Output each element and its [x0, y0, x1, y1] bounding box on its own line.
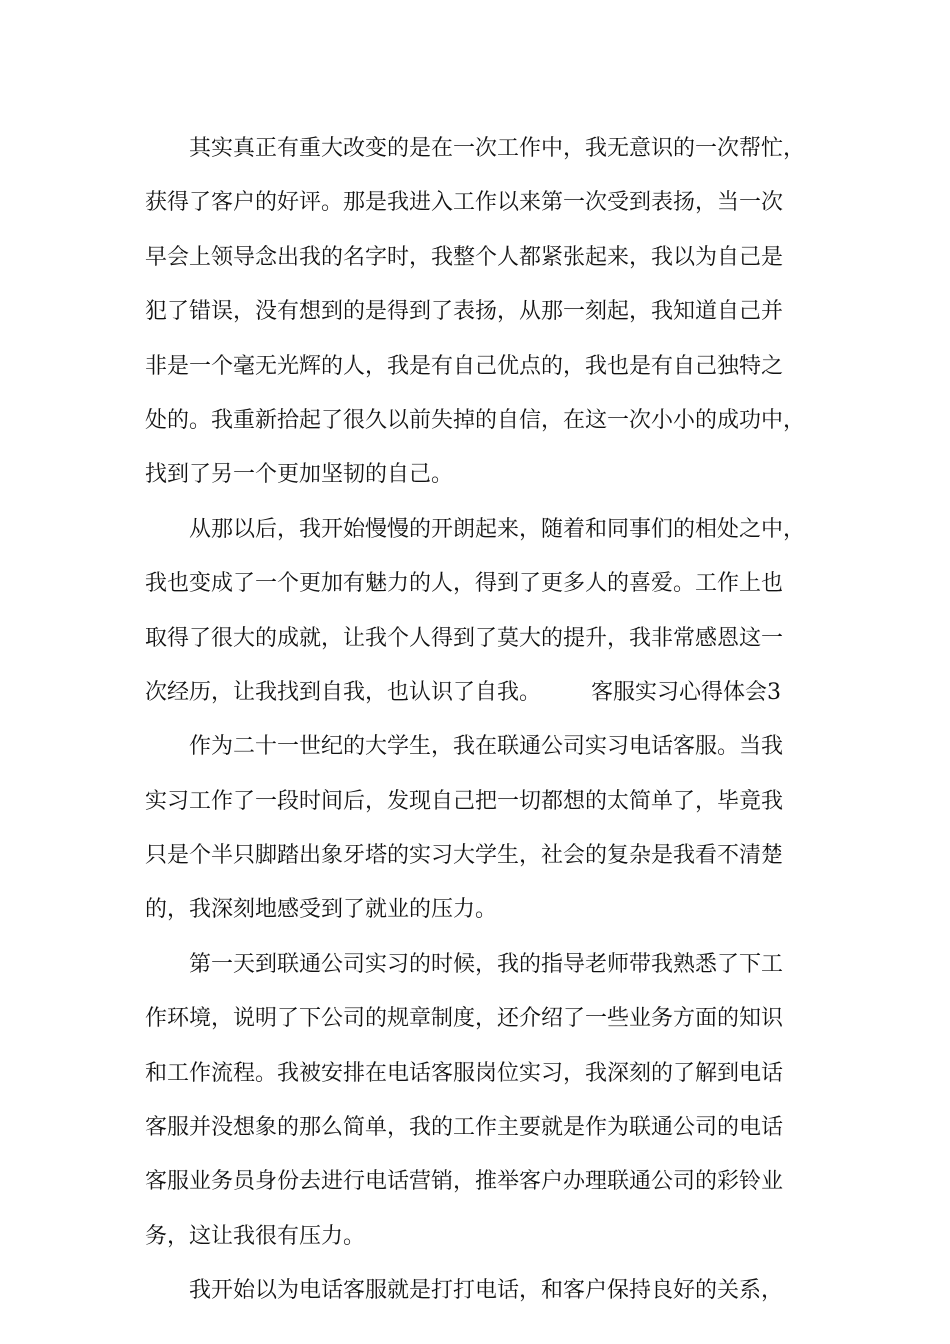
- text-line: 第一天到联通公司实习的时候，我的指导老师带我熟悉了下工: [189, 951, 784, 977]
- text-line: 非是一个毫无光辉的人，我是有自己优点的，我也是有自己独特之: [145, 353, 784, 379]
- body-text: [145, 129, 825, 1326]
- text-line: 我也变成了一个更加有魅力的人，得到了更多人的喜爱。工作上也: [145, 571, 784, 597]
- inline-section-heading: 客服实习心得体会3: [591, 679, 782, 705]
- text-line: 客服业务员身份去进行电话营销，推举客户办理联通公司的彩铃业: [145, 1169, 784, 1195]
- text-line: 实习工作了一段时间后，发现自己把一切都想的太简单了，毕竟我: [145, 788, 784, 814]
- text-line: 作为二十一世纪的大学生，我在联通公司实习电话客服。当我: [189, 734, 784, 760]
- text-line: 找到了另一个更加坚韧的自己。: [145, 462, 454, 488]
- text-line: 的，我深刻地感受到了就业的压力。: [145, 897, 498, 923]
- text-line: 获得了客户的好评。那是我进入工作以来第一次受到表扬，当一次: [145, 190, 784, 216]
- text-line: 我开始以为电话客服就是打打电话，和客户保持良好的关系，: [189, 1278, 784, 1304]
- text-line-with-heading: [145, 673, 825, 727]
- text-line: 作环境，说明了下公司的规章制度，还介绍了一些业务方面的知识: [145, 1006, 784, 1032]
- text-line: 次经历，让我找到自我，也认识了自我。: [145, 679, 542, 705]
- text-line: 和工作流程。我被安排在电话客服岗位实习，我深刻的了解到电话: [145, 1060, 784, 1086]
- text-line: 客服并没想象的那么简单，我的工作主要就是作为联通公司的电话: [145, 1115, 784, 1141]
- text-line: 取得了很大的成就，让我个人得到了莫大的提升，我非常感恩这一: [145, 625, 784, 651]
- text-line: 其实真正有重大改变的是在一次工作中，我无意识的一次帮忙，: [189, 136, 806, 161]
- text-line: 务，这让我很有压力。: [145, 1223, 366, 1249]
- text-line: 早会上领导念出我的名字时，我整个人都紧张起来，我以为自己是: [145, 244, 784, 270]
- text-line: 处的。我重新拾起了很久以前失掉的自信，在这一次小小的成功中，: [145, 407, 806, 433]
- text-line: 只是个半只脚踏出象牙塔的实习大学生，社会的复杂是我看不清楚: [145, 843, 784, 869]
- text-line: 从那以后，我开始慢慢的开朗起来，随着和同事们的相处之中，: [189, 516, 806, 542]
- text-line: 犯了错误，没有想到的是得到了表扬，从那一刻起，我知道自己并: [145, 299, 784, 325]
